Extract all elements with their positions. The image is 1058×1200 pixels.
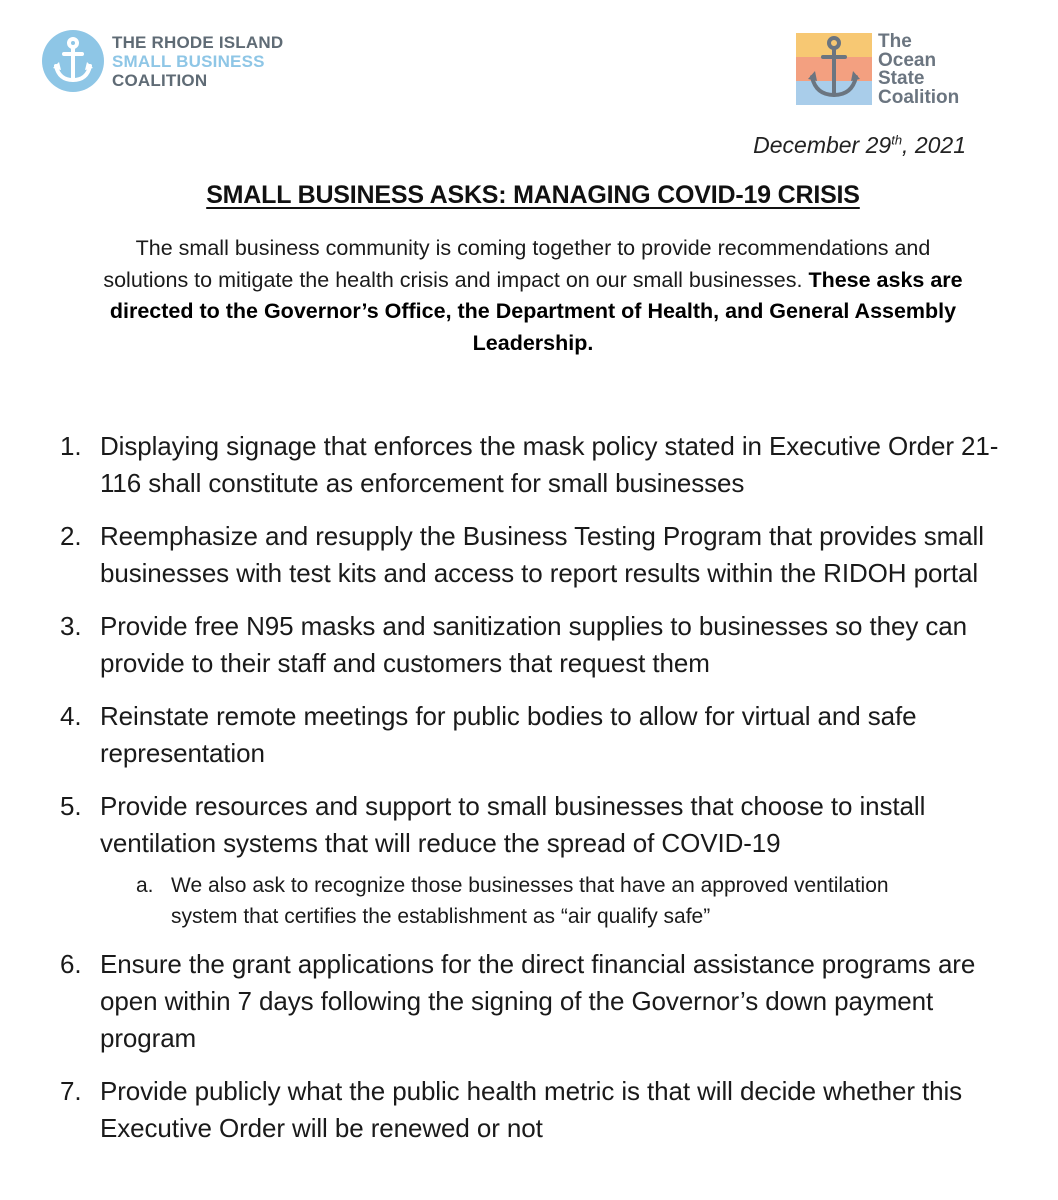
anchor-icon [796,33,872,105]
list-item-text: Ensure the grant applications for the direct financial assistance programs are open within 7 days following the signing of the Governor’s down payment program [100,949,976,1053]
list-item [60,518,1020,592]
ri-small-business-coalition-logo [42,30,283,92]
logo-right-wordmark [878,33,959,107]
sub-list-item-letter: a. [136,874,154,897]
list-item [60,608,1020,682]
page-title: SMALL BUSINESS ASKS: MANAGING COVID-19 CRISIS [206,181,860,209]
striped-anchor-emblem [796,33,872,105]
logo-left-wordmark [112,33,283,90]
list-item-number: 2. [60,521,82,551]
list-item-text: Reinstate remote meetings for public bodies to allow for virtual and safe representation [100,701,917,768]
logo-left-line3: COALITION [112,70,208,90]
list-item [60,788,1020,862]
sub-list-item-text: We also ask to recognize those businesses that have an approved ventilation system that certifies the establishment as “air qualify safe” [171,874,889,928]
logo-right-line2: Ocean [878,49,937,71]
list-item-text: Provide publicly what the public health metric is that will decide whether this Executive Order will be renewed or not [100,1076,963,1143]
list-item-number: 7. [60,1076,82,1106]
intro-plain-text: The small business community is coming together to provide recommendations and solutions to mitigate the health crisis and impact on our small businesses. [103,236,931,292]
list-item-number: 3. [60,611,82,641]
intro-paragraph [98,233,968,359]
anchor-circle-emblem [42,30,104,92]
date-ordinal-suffix: th [891,132,903,148]
document-date [753,132,966,159]
asks-list [60,428,1020,1163]
ocean-state-coalition-logo [796,33,959,107]
list-item [60,698,1020,772]
logo-right-line3: State [878,68,925,89]
logo-left-line2: SMALL BUSINESS [112,51,265,71]
list-item [60,946,1020,1057]
list-item-number: 4. [60,701,82,731]
date-rest: , 2021 [902,132,966,158]
list-item-number: 6. [60,949,82,979]
list-item-number: 1. [60,431,82,461]
logo-right-line4: Coalition [878,86,960,108]
anchor-icon [51,36,95,86]
date-prefix: December 29 [753,132,892,158]
list-item-text: Provide free N95 masks and sanitization supplies to businesses so they can provide to their staff and customers that request them [100,611,967,678]
list-item [60,428,1020,502]
list-item-text: Reemphasize and resupply the Business Testing Program that provides small businesses with test kits and access to report results within the RIDOH portal [100,521,984,588]
list-item [60,1073,1020,1147]
sub-list-item [136,870,896,932]
list-item-text: Provide resources and support to small businesses that choose to install ventilation systems that will reduce the spread of COVID-19 [100,791,926,858]
logo-right-line1: The [878,31,912,52]
list-item-number: 5. [60,791,82,821]
logo-left-line1: THE RHODE ISLAND [112,32,284,52]
intro-bold-text: These asks are directed to the Governor’s Office, the Department of Health, and General Assembly Leadership. [109,267,963,355]
list-item-text: Displaying signage that enforces the mask policy stated in Executive Order 21-116 shall constitute as enforcement for small businesses [100,431,999,498]
